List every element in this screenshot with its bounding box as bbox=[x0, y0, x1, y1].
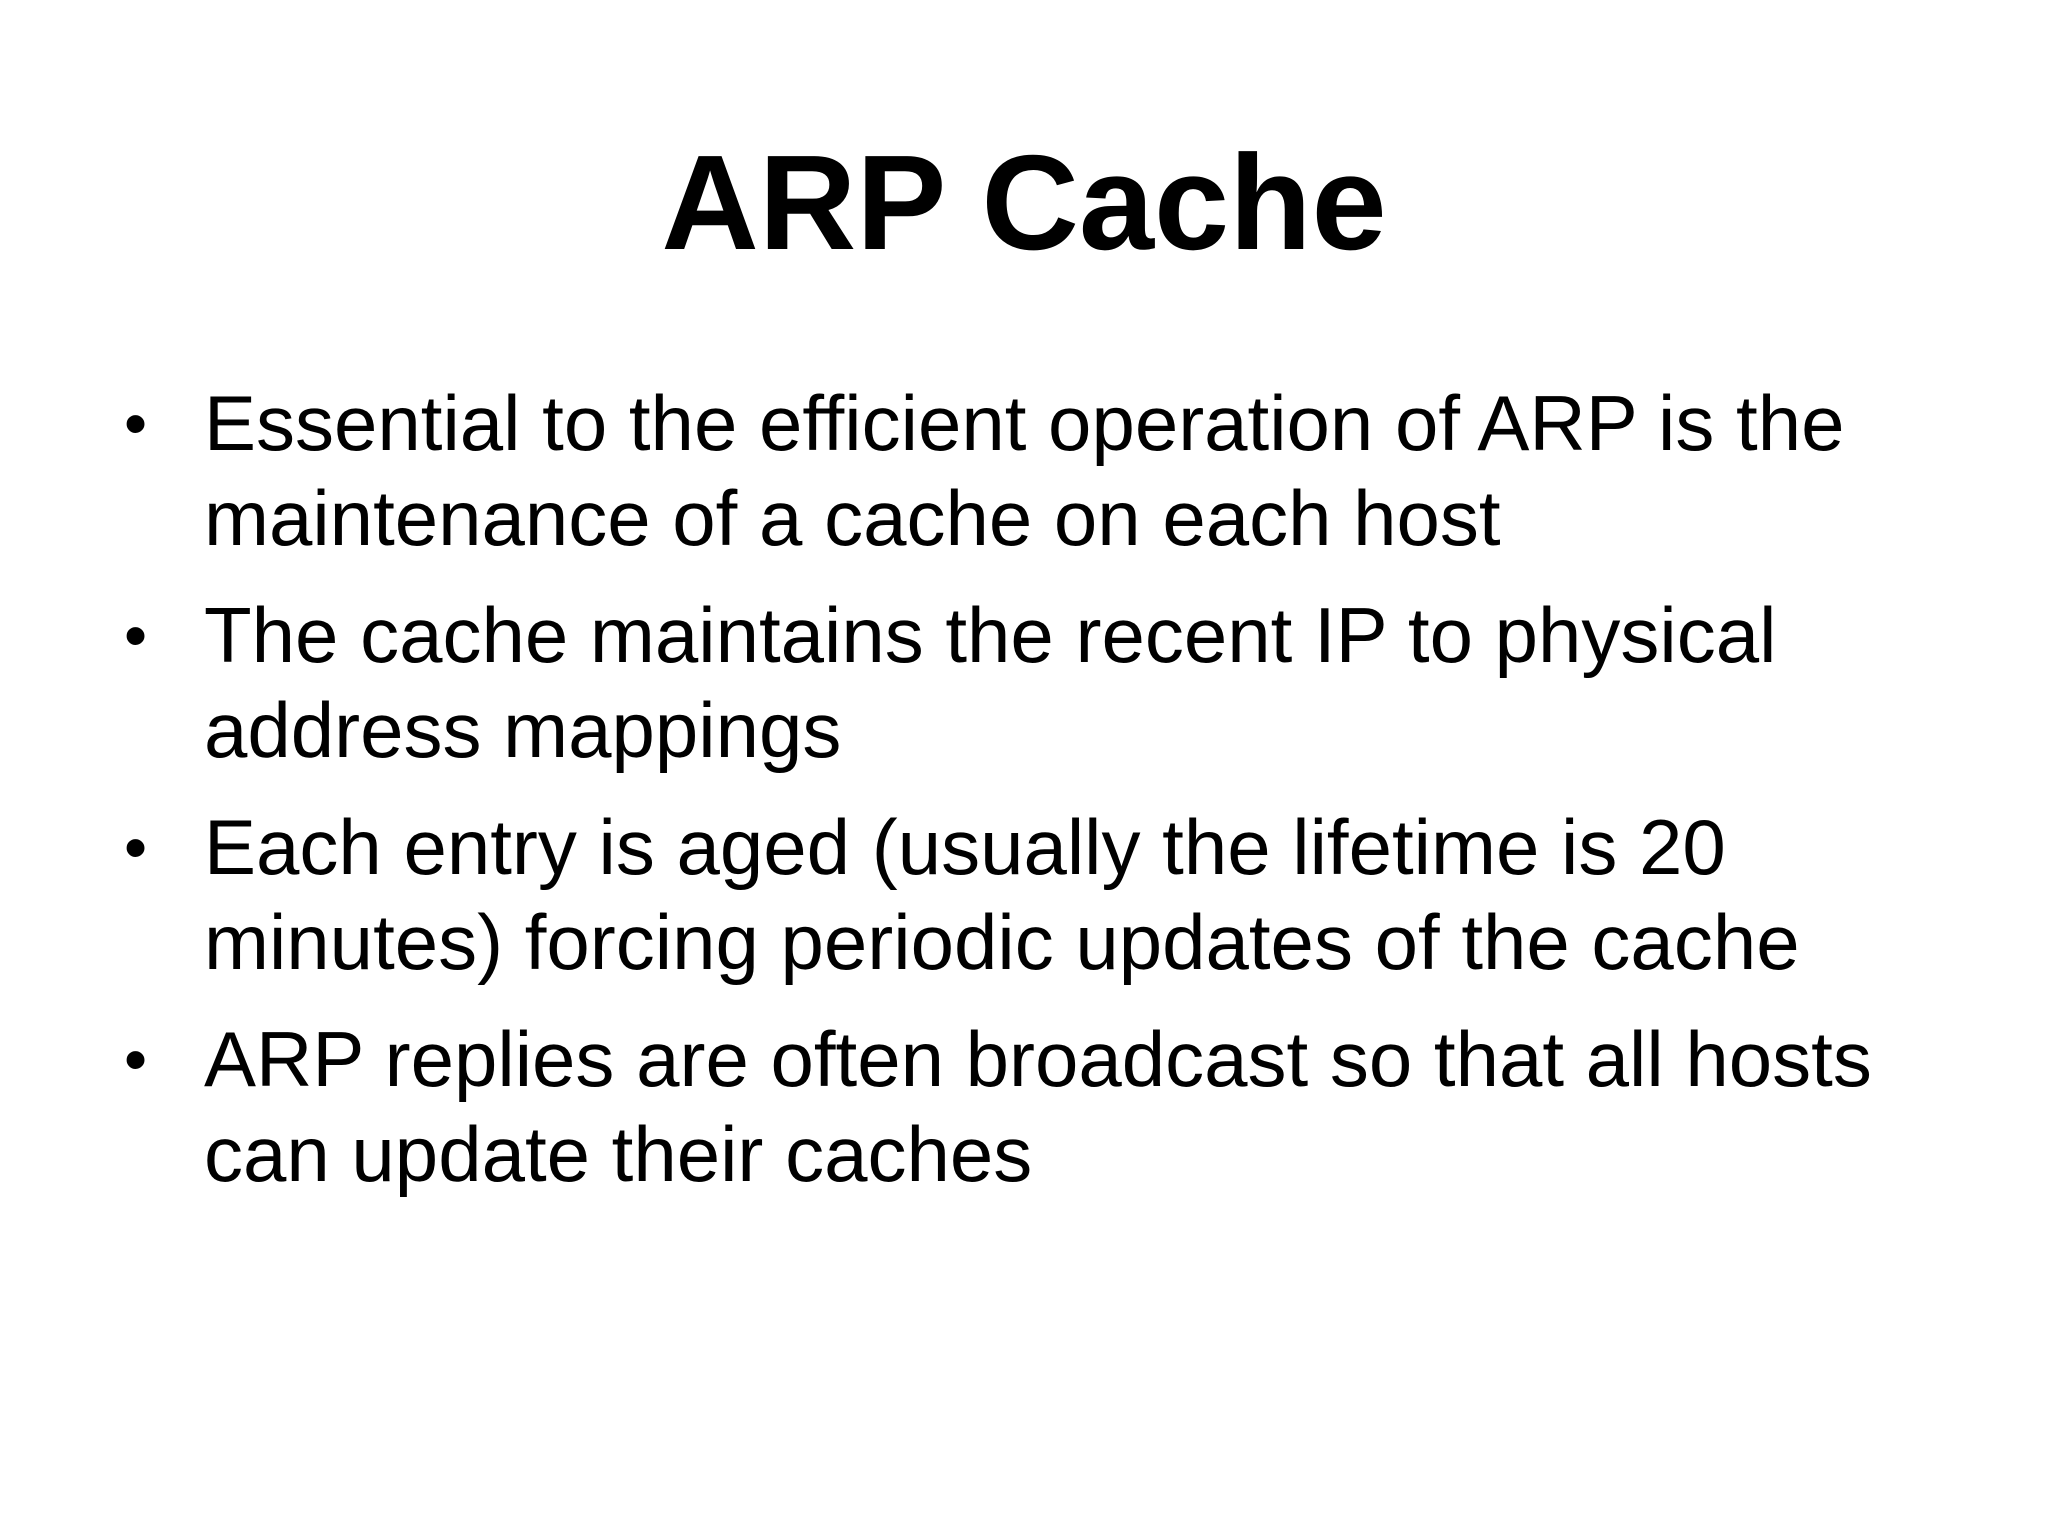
bullet-text: ARP replies are often broadcast so that all hosts can update their caches bbox=[204, 1015, 1872, 1198]
bullet-text: Essential to the efficient operation of ARP is the maintenance of a cache on each host bbox=[204, 379, 1845, 562]
bullet-item bbox=[118, 800, 1978, 990]
bullet-icon: • bbox=[124, 810, 148, 884]
bullet-icon: • bbox=[124, 386, 148, 460]
bullet-list bbox=[118, 376, 1978, 1224]
bullet-item bbox=[118, 376, 1978, 566]
bullet-text: The cache maintains the recent IP to physical address mappings bbox=[204, 591, 1777, 774]
bullet-item bbox=[118, 588, 1978, 778]
bullet-text: Each entry is aged (usually the lifetime is 20 minutes) forcing periodic updates of the cache bbox=[204, 803, 1800, 986]
bullet-icon: • bbox=[124, 598, 148, 672]
bullet-icon: • bbox=[124, 1022, 148, 1096]
bullet-item bbox=[118, 1012, 1978, 1202]
slide-title: ARP Cache bbox=[661, 127, 1387, 278]
